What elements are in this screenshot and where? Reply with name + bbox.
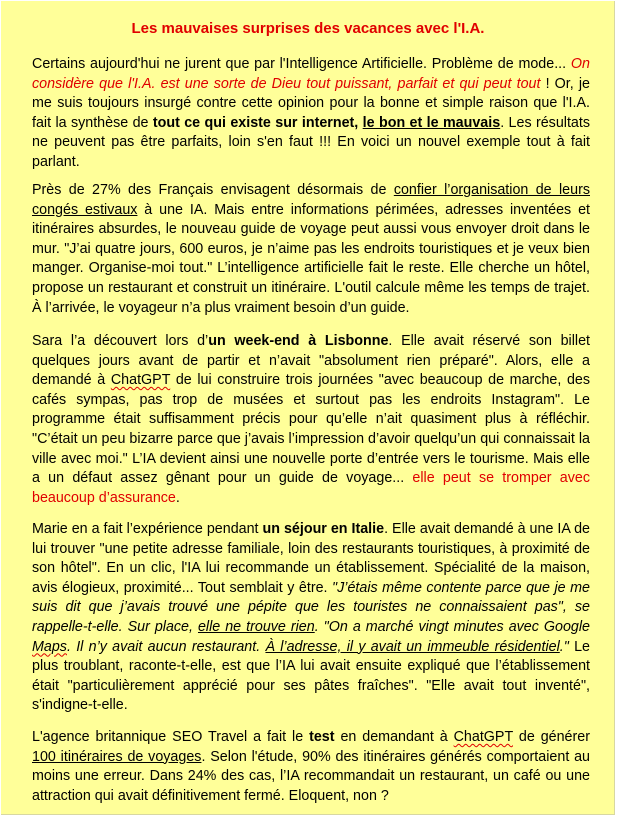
lisbon-end: . <box>175 489 180 506</box>
lisbon-chatgpt: ChatGPT <box>110 372 171 389</box>
italy-maps: Maps <box>32 638 67 655</box>
lisbon-bold: un week-end à Lisbonne <box>208 333 389 349</box>
italy-quote-2: . "On a marché vingt minutes avec Google <box>314 618 590 635</box>
document-page <box>1 1 615 815</box>
lisbon-text: Sara l’a découvert lors d’ <box>32 333 209 349</box>
intro-bold: tout ce qui existe sur internet, <box>152 114 359 131</box>
lisbon-text-2: . Elle avait réservé son billet quelques jours avant de partir et n’avait "absolument rien préparé". Alors, elle a demandé à <box>32 333 590 389</box>
paragraph-italy <box>32 520 590 716</box>
italy-text: Marie en a fait l’expérience pendant <box>32 521 263 537</box>
survey-underline: confier l’organisation de leurs congés estivaux <box>32 182 590 218</box>
paragraph-survey <box>32 181 590 318</box>
italy-quote-3: . Il n’y avait aucun restaurant. <box>66 638 266 655</box>
intro-text: Certains aujourd'hui ne jurent que par l'Intelligence Artificielle. Problème de mode... <box>32 56 571 72</box>
seo-text-4: . Selon l'étude, 90% des itinéraires générés comportaient au moins une erreur. Dans 24% des cas, l’IA recommandait un restaurant, un café ou une attraction qui avait définitivement fermé. Eloquent, non ? <box>32 748 591 804</box>
survey-text-2: à une IA. Mais entre informations périmées, adresses inventées et itinéraires absurdes, le nouveau guide de voyage peut aussi vous envoyer droit dans le mur. "J’ai quatre jours, 600 euros, je n’aime pas les endroits touristiques et je veux bien manger. Organise-moi tout." L’intelligence artificielle fait le reste. Elle cherche un hôtel, propose un restaurant et construit un itinéraire. L'outil calcule même les temps de trajet. À l’arrivée, le voyageur n’a plus vraiment besoin d’un guide. <box>32 201 591 316</box>
article-title: Les mauvaises surprises des vacances avec l'I.A. <box>131 20 485 37</box>
intro-bold-underline: le bon et le mauvais <box>362 114 501 131</box>
italy-quote: "J’étais même contente parce que je me suis dit que j’avais trouvé une pépite que les touristes ne connaissaient pas", se rappelle-t-elle. Sur place, <box>32 579 591 635</box>
italy-quote-underline-2: À l’adresse, il y avait un immeuble résidentiel <box>265 638 560 655</box>
seo-text-3: de générer <box>512 729 590 745</box>
seo-chatgpt: ChatGPT <box>453 729 513 745</box>
seo-bold: test <box>309 729 335 745</box>
paragraph-seo-travel <box>32 728 590 806</box>
seo-text: L'agence britannique SEO Travel a fait le <box>32 729 310 745</box>
italy-quote-underline: elle ne trouve rien <box>197 618 315 635</box>
italy-bold: un séjour en Italie <box>262 521 385 537</box>
italy-text-3: Le plus troublant, raconte-t-elle, est que l’IA lui avait ensuite expliqué que l’établissement était "particulièrement apprécié pour ses pâtes fraîches". "Elle avait tout inventé", s'indigne-t-elle. <box>32 638 591 714</box>
lisbon-text-3: de lui construire trois journées "avec beaucoup de marche, des cafés sympas, pas trop de musées et surtout pas les endroits Instagram". Le programme était suffisamment précis pour qu’elle n’ait quasiment plus à réfléchir. "C’était un peu bizarre parce que j’avais l’impression d’avoir quelqu’un qui connaissait la ville avec moi." L’IA devient ainsi une nouvelle porte d’entrée vers le tourisme. Mais elle a un défaut assez gênant pour un guide de voyage... <box>32 372 591 487</box>
italy-quote-end: ." <box>559 638 569 655</box>
intro-red-italic: On considère que l'I.A. est une sorte de Dieu tout puissant, parfait et qui peut tout <box>32 56 590 92</box>
lisbon-red: elle peut se tromper avec beaucoup d’assurance <box>32 470 590 506</box>
intro-text-2: ! Or, je me suis toujours insurgé contre cette opinion pour la bonne et simple raison que l'I.A. fait la synthèse de <box>32 75 590 131</box>
paragraph-intro <box>32 55 590 173</box>
paragraph-lisbon <box>32 332 590 508</box>
italy-text-2: . Elle avait demandé à une IA de lui trouver "une petite adresse familiale, loin des restaurants touristiques, à proximité de son hôtel". En un clic, l'IA lui recommande un établissement. Spécialité de la maison, avis élogieux, proximité... Tout semblait y être. <box>32 521 590 596</box>
seo-underline: 100 itinéraires de voyages <box>32 748 202 765</box>
seo-text-2: en demandant à <box>334 729 454 745</box>
survey-text: Près de 27% des Français envisagent désormais de <box>32 182 394 198</box>
intro-text-3: . Les résultats ne peuvent pas être parfaits, loin s'en faut !!! En voici un nouvel exemple tout à fait parlant. <box>32 114 591 170</box>
